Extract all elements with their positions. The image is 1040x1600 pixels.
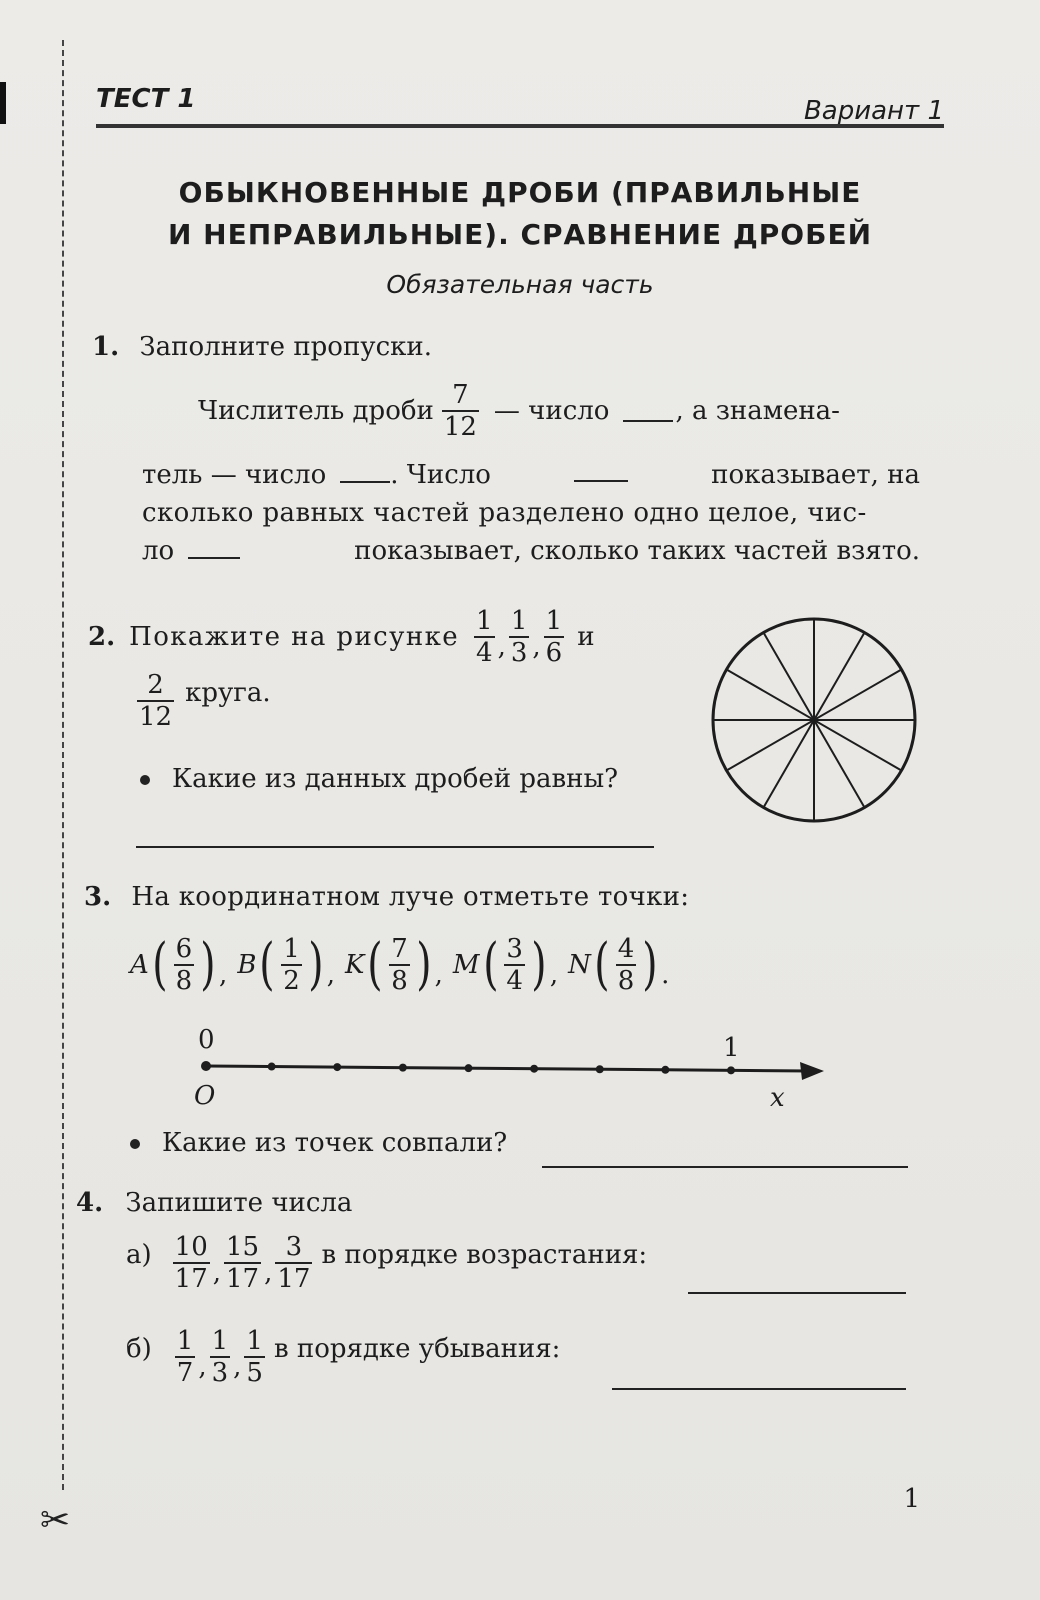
denominator: 17 [174, 1264, 208, 1294]
task2-and: и [577, 622, 595, 652]
denominator: 17 [277, 1264, 311, 1294]
bullet-icon [140, 775, 150, 785]
task3-heading [84, 882, 689, 912]
task2-circle-word: круга. [185, 678, 271, 708]
task4-b-answer-line[interactable] [612, 1388, 906, 1390]
denominator: 6 [545, 638, 563, 668]
numerator: 1 [510, 606, 528, 636]
point-label: B [237, 950, 257, 980]
separator: , [198, 1352, 207, 1382]
task4-prompt: Запишите числа [125, 1188, 353, 1218]
task1-number: 1. [92, 332, 120, 362]
task2-line2 [134, 670, 271, 732]
ray-axis-label: x [770, 1083, 785, 1113]
task1-line4 [142, 536, 920, 566]
task1-prompt: Заполните пропуски. [139, 332, 432, 362]
denominator: 4 [476, 638, 493, 668]
task1-line2 [142, 460, 920, 490]
fraction [174, 934, 195, 996]
fraction [616, 934, 637, 996]
denominator: 8 [175, 966, 193, 996]
answer-blank[interactable] [574, 460, 628, 482]
denominator: 8 [391, 966, 408, 996]
cut-line [62, 40, 64, 1490]
point-label: N [568, 950, 591, 980]
numerator: 1 [283, 934, 300, 964]
bullet-icon [130, 1139, 140, 1149]
task1-text: тель — число . Число [142, 460, 491, 490]
task1-text: ло [142, 536, 240, 566]
answer-blank[interactable] [188, 537, 240, 559]
ray-tick[interactable] [530, 1065, 538, 1073]
page-title [100, 172, 940, 256]
fraction [244, 1326, 265, 1388]
fraction: $\frac{2}{12}$ [139, 670, 173, 732]
numerator: 4 [617, 934, 635, 964]
task2-question: Какие из данных дробей равны? [140, 764, 618, 794]
ray-tick[interactable] [727, 1066, 735, 1074]
task4-heading [76, 1188, 352, 1218]
numerator: 1 [545, 606, 563, 636]
fraction: $\frac{7}{12}$ [443, 380, 477, 442]
section-subtitle: Обязательная часть [386, 270, 654, 299]
denominator: 3 [211, 1358, 229, 1388]
separator: , [497, 632, 506, 662]
task4-number: 4. [76, 1188, 104, 1218]
denominator: 3 [510, 638, 528, 668]
ray-tick[interactable] [465, 1064, 473, 1072]
task3-answer-line[interactable] [542, 1166, 908, 1168]
task2-heading [88, 606, 595, 668]
task4-a-answer-line[interactable] [688, 1292, 906, 1294]
denominator: 2 [283, 966, 300, 996]
numerator: 3 [506, 934, 523, 964]
arrow-icon [800, 1062, 824, 1080]
point-B: B ( $\frac{1}{2}$ ) , [237, 932, 335, 997]
point-K: K ( $\frac{7}{8}$ ) , [344, 932, 443, 997]
scissors-icon: ✂ [40, 1500, 71, 1541]
task1-text: — число [493, 396, 610, 426]
numerator: 1 [211, 1326, 229, 1356]
fraction [210, 1326, 231, 1388]
task4-a-label: а) [126, 1240, 152, 1270]
numerator: 10 [174, 1232, 208, 1262]
task1-text: показывает, сколько таких частей взято. [354, 536, 920, 566]
numerator: 6 [175, 934, 193, 964]
separator: , [233, 1352, 242, 1382]
ray-label-zero: 0 [198, 1026, 215, 1055]
task3-prompt: На координатном луче отметьте точки: [131, 882, 690, 912]
task2-fractions [471, 606, 567, 668]
task4-b-fractions [172, 1326, 268, 1388]
ray-tick[interactable] [201, 1061, 211, 1071]
point-M: M ( $\frac{3}{4}$ ) , [452, 932, 559, 997]
task4-a-text: в порядке возрастания: [321, 1240, 648, 1270]
fraction [175, 1326, 196, 1388]
numerator: 1 [476, 606, 493, 636]
page-edge-mark [0, 82, 6, 124]
task3-points [130, 934, 679, 996]
denominator: 8 [617, 966, 635, 996]
ray-tick[interactable] [268, 1063, 276, 1071]
task1-text: показывает, на [711, 460, 920, 490]
task1-text: Числитель дроби [198, 396, 434, 426]
answer-blank[interactable] [623, 400, 673, 422]
ray-tick[interactable] [661, 1066, 669, 1074]
task3-question: Какие из точек совпали? [130, 1128, 507, 1158]
task3-number: 3. [84, 882, 112, 912]
ray-tick[interactable] [596, 1065, 604, 1073]
denominator: 7 [176, 1358, 194, 1388]
separator: , [212, 1258, 222, 1288]
numerator: 1 [176, 1326, 194, 1356]
fraction [224, 1232, 261, 1294]
task2-answer-line[interactable] [136, 846, 654, 848]
separator: , [264, 1258, 273, 1288]
title-line-2: И НЕПРАВИЛЬНЫЕ). СРАВНЕНИЕ ДРОБЕЙ [167, 218, 873, 251]
denominator: 4 [506, 966, 523, 996]
header-divider [96, 124, 944, 128]
point-A: A ( $\frac{6}{8}$ ) , [130, 932, 228, 997]
task1-line1 [198, 380, 840, 442]
task4-a-row [126, 1232, 647, 1294]
title-line-1: ОБЫКНОВЕННЫЕ ДРОБИ (ПРАВИЛЬНЫЕ [178, 176, 862, 209]
task1-text: , а знамена- [675, 396, 840, 426]
task1-line3: сколько равных частей разделено одно целое, чис- [142, 498, 867, 528]
fraction [275, 1232, 312, 1294]
fraction [544, 606, 565, 668]
numerator: 7 [391, 934, 408, 964]
task1-heading [92, 332, 432, 362]
fraction [173, 1232, 210, 1294]
point-label: M [452, 950, 480, 980]
ray-label-one: 1 [723, 1033, 740, 1063]
circle-diagram[interactable] [706, 612, 922, 828]
separator: , [532, 632, 541, 662]
page-number: 1 [903, 1484, 920, 1514]
coordinate-ray[interactable] [180, 1026, 840, 1116]
point-label: A [130, 950, 149, 980]
task4-b-row [126, 1326, 560, 1388]
fraction [509, 606, 530, 668]
fraction [474, 606, 495, 668]
numerator: 1 [246, 1326, 263, 1356]
denominator: 17 [226, 1264, 260, 1294]
fraction [281, 934, 302, 996]
task4-b-label: б) [126, 1334, 152, 1364]
point-label: K [344, 950, 365, 980]
ray-axis [206, 1066, 810, 1071]
answer-blank[interactable] [340, 461, 390, 483]
numerator: 15 [226, 1232, 260, 1262]
denominator: 5 [246, 1358, 263, 1388]
ray-tick[interactable] [399, 1064, 407, 1072]
task2-number: 2. [88, 622, 116, 652]
task4-b-text: в порядке убывания: [273, 1334, 561, 1364]
fraction [504, 934, 525, 996]
ray-tick[interactable] [333, 1063, 341, 1071]
task4-a-fractions [170, 1232, 316, 1294]
point-N: N ( $\frac{4}{8}$ ) . [568, 932, 670, 997]
ray-origin-label: O [194, 1081, 216, 1111]
task2-prompt: Покажите на рисунке [129, 622, 460, 652]
numerator: 3 [285, 1232, 303, 1262]
test-number: ТЕСТ 1 [96, 84, 196, 114]
variant-label: Вариант 1 [803, 96, 944, 126]
fraction [389, 934, 410, 996]
